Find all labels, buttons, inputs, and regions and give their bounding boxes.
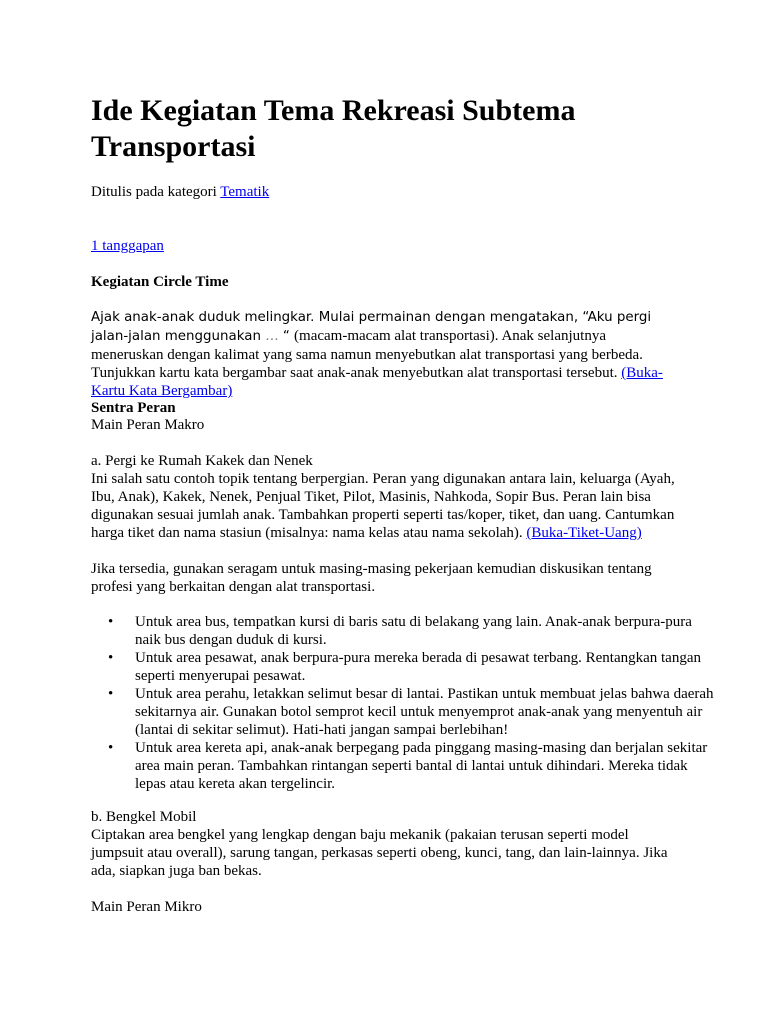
section-a-paragraph-2: Jika tersedia, gunakan seragam untuk masing-masing pekerjaan kemudian diskusikan tentang profesi yang berkaitan dengan alat transportasi. [91, 561, 652, 595]
list-item: • Untuk area bus, tempatkan kursi di baris satu di belakang yang lain. Anak-anak berpura-pura naik bus dengan duduk di kursi. [108, 614, 692, 648]
article-meta [91, 183, 269, 201]
ellipsis-mark: … [265, 329, 279, 344]
section-a-title: a. Pergi ke Rumah Kakek dan Nenek [91, 453, 313, 469]
circle-time-text-a: Ajak anak-anak duduk melingkar. Mulai permainan dengan mengatakan, “Aku pergi jalan-jalan menggunakan [91, 310, 652, 344]
section-a-text: Ini salah satu contoh topik tentang berpergian. Peran yang digunakan antara lain, keluarga (Ayah, Ibu, Anak), Kakek, Nenek, Penjual Tiket, Pilot, Masinis, Nahkoda, Sopir Bus. Peran lain bisa digunakan sesuai jumlah anak. Tambahkan properti seperti tas/koper, tiket, dan uang. Cantumkan harga tiket dan nama stasiun (misalnya: nama kelas atau nama sekolah). [91, 471, 675, 541]
circle-time-paragraph [91, 308, 677, 400]
section-b-title: b. Bengkel Mobil [91, 809, 197, 825]
activity-list [91, 613, 721, 793]
list-item: • Untuk area kereta api, anak-anak berpegang pada pinggang masing-masing dan berjalan sekitar area main peran. Tambahkan rintangan seperti bantal di lantai untuk dihindari. Mereka tidak lepas atau kereta akan tergelincir. [108, 740, 708, 792]
circle-time-text-c: (macam-macam alat transportasi). Anak selanjutnya meneruskan dengan kalimat yang sama namun menyebutkan alat transportasi yang berbeda. Tunjukkan kartu kata bergambar saat anak-anak menyebutkan alat transportasi tersebut. [91, 328, 643, 381]
category-prefix: Ditulis pada kategori [91, 184, 221, 200]
list-item: • Untuk area pesawat, anak berpura-pura mereka berada di pesawat terbang. Rentangkan tangan seperti menyerupai pesawat. [108, 650, 701, 684]
tiket-uang-link[interactable]: (Buka-Tiket-Uang) [526, 525, 642, 541]
main-peran-makro-label: Main Peran Makro [91, 417, 205, 433]
comments-link[interactable]: 1 tanggapan [91, 238, 164, 254]
comments-line [91, 237, 164, 255]
sentra-peran-heading: Sentra Peran [91, 400, 176, 416]
bullet-icon: • [108, 650, 114, 666]
kartu-kata-link[interactable]: (Buka-Kartu Kata Bergambar) [91, 365, 663, 399]
category-link[interactable]: Tematik [220, 184, 270, 200]
list-item: • Untuk area perahu, letakkan selimut besar di lantai. Pastikan untuk membuat jelas bahwa daerah sekitarnya air. Gunakan botol semprot kecil untuk menyemprot anak-anak yang menyentuh air (lantai di sekitar selimut). Hati-hati jangan sampai berlebihan! [108, 686, 714, 738]
section-a-paragraph [91, 470, 677, 542]
circle-time-text-b: “ [278, 329, 295, 344]
circle-time-heading: Kegiatan Circle Time [91, 274, 229, 290]
article-title: Ide Kegiatan Tema Rekreasi Subtema Transportasi [91, 94, 576, 163]
bullet-icon: • [108, 740, 114, 756]
main-peran-mikro-label: Main Peran Mikro [91, 899, 202, 915]
bullet-icon: • [108, 686, 114, 702]
bullet-icon: • [108, 614, 114, 630]
section-b-paragraph: Ciptakan area bengkel yang lengkap dengan baju mekanik (pakaian terusan seperti model jumpsuit atau overall), sarung tangan, perkasas seperti obeng, kunci, tang, dan lain-lainnya. Jika ada, siapkan juga ban bekas. [91, 827, 668, 879]
